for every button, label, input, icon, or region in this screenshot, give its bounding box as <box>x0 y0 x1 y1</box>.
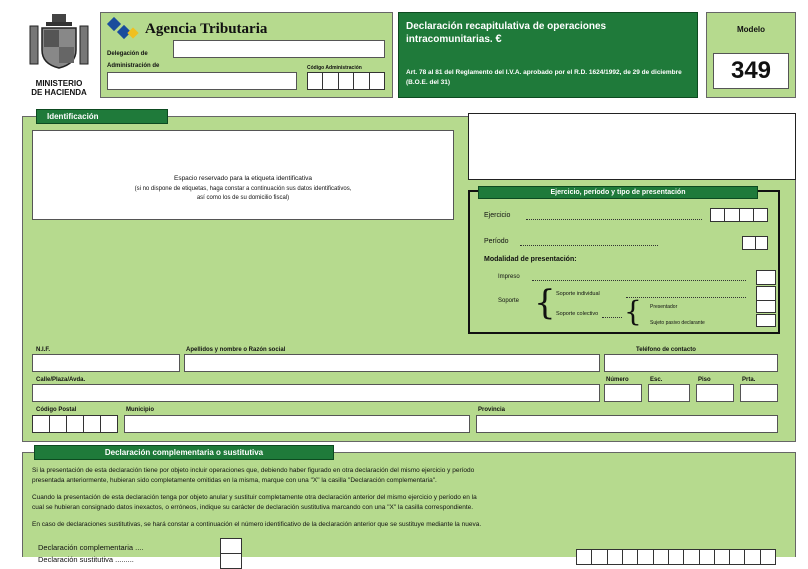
ejercicio-cells[interactable] <box>710 208 768 222</box>
administracion-label: Administración de <box>107 63 160 69</box>
telefono-field[interactable] <box>604 354 778 372</box>
ministry-name-line1: MINISTERIO <box>35 79 83 88</box>
telefono-label: Teléfono de contacto <box>636 347 696 353</box>
declaracion-anterior-cells[interactable] <box>576 549 776 565</box>
municipio-label: Municipio <box>126 407 154 413</box>
complementaria-para3: En caso de declaraciones sustitutivas, se hará constar a continuación el número identificativo de la declaración anterior que se sustituye mediante la nueva. <box>32 521 482 528</box>
colectivo-brace-icon: { <box>624 295 642 328</box>
soporte-colectivo-dots <box>602 317 622 318</box>
presentador-checkbox[interactable] <box>756 300 776 313</box>
impreso-label: Impreso <box>498 274 520 280</box>
cp-cells[interactable] <box>32 415 118 433</box>
apellidos-label: Apellidos y nombre o Razón social <box>186 347 286 353</box>
periodo-label: Período <box>484 238 509 245</box>
numero-label: Número <box>606 377 629 383</box>
soporte-label: Soporte <box>498 298 520 304</box>
numero-field[interactable] <box>604 384 642 402</box>
decl-complementaria-checkbox[interactable] <box>220 538 242 554</box>
prta-field[interactable] <box>740 384 778 402</box>
administracion-field[interactable] <box>107 72 297 90</box>
label-area-text-1: Espacio reservado para la etiqueta identificativa <box>173 175 313 182</box>
decl-complementaria-label: Declaración complementaria .... <box>38 543 144 552</box>
delegacion-field[interactable] <box>173 40 385 58</box>
periodo-dots <box>520 245 658 246</box>
complementaria-para1-line1: Si la presentación de esta declaración tiene por objeto incluir operaciones que, debiendo haber figurado en otra declaración del mismo ejercicio y período <box>32 467 475 474</box>
calle-label: Calle/Plaza/Avda. <box>36 377 86 383</box>
ejercicio-label: Ejercicio <box>484 212 511 219</box>
piso-label: Piso <box>698 377 711 383</box>
impreso-dots <box>532 280 746 281</box>
euro-symbol: € <box>495 33 502 45</box>
provincia-field[interactable] <box>476 415 778 433</box>
reserved-box <box>468 113 796 180</box>
soporte-colectivo-label: Soporte colectivo <box>556 311 599 317</box>
modalidad-label: Modalidad de presentación: <box>484 256 577 263</box>
soporte-individual-checkbox[interactable] <box>756 286 776 301</box>
decl-sustitutiva-checkbox[interactable] <box>220 553 242 569</box>
codigo-admin-cells[interactable] <box>307 72 385 90</box>
agency-logo-icon <box>105 17 143 47</box>
piso-field[interactable] <box>696 384 734 402</box>
agency-header-panel <box>100 12 393 98</box>
esc-label: Esc. <box>650 377 663 383</box>
presentador-label: Presentador <box>650 304 678 310</box>
ministry-name-line2: DE HACIENDA <box>31 88 87 97</box>
soporte-brace-icon: { <box>534 283 556 323</box>
form-title: Declaración recapitulativa de operaciones intracomunitarias. <box>406 21 607 45</box>
sujeto-checkbox[interactable] <box>756 314 776 327</box>
coat-of-arms-icon <box>22 12 96 74</box>
modelo-number <box>713 53 789 89</box>
impreso-checkbox[interactable] <box>756 270 776 285</box>
periodo-cells[interactable] <box>742 236 768 250</box>
modelo-number-text: 349 <box>730 57 772 84</box>
complementaria-para2-line1: Cuando la presentación de esta declaración tenga por objeto anular y sustituir completamente otra declaración anterior del mismo ejercicio y período en la <box>32 494 477 501</box>
form-subtitle: Art. 78 al 81 del Reglamento del I.V.A. aprobado por el R.D. 1624/1992, de 29 de diciembre (B.O.E. del 31) <box>406 69 682 86</box>
codigo-admin-label: Código Administración <box>307 65 362 71</box>
calle-field[interactable] <box>32 384 600 402</box>
sujeto-label: Sujeto pasivo declarante <box>650 320 705 326</box>
identificacion-tab: Identificación <box>36 109 168 124</box>
provincia-label: Provincia <box>478 407 506 413</box>
agency-name: Agencia Tributaria <box>145 21 268 37</box>
complementaria-tab: Declaración complementaria o sustitutiva <box>34 445 334 460</box>
esc-field[interactable] <box>648 384 690 402</box>
modelo-panel <box>706 12 796 98</box>
label-area <box>32 130 454 220</box>
ministry-logo <box>22 12 96 100</box>
complementaria-para2-line2: cual se hubieran consignado datos inexactos, o erróneos, indique su carácter de declaración sustitutiva marcando con una "X" la casilla correspondiente. <box>32 504 474 511</box>
soporte-individual-label: Soporte individual <box>556 291 600 297</box>
nif-label: N.I.F. <box>36 347 51 353</box>
municipio-field[interactable] <box>124 415 470 433</box>
label-area-text-2: (si no dispone de etiquetas, haga constar a continuación sus datos identificativos, <box>134 186 352 192</box>
nif-field[interactable] <box>32 354 180 372</box>
delegacion-label: Delegación de <box>107 51 148 57</box>
soporte-individual-dots <box>626 297 746 298</box>
apellidos-field[interactable] <box>184 354 600 372</box>
prta-label: Prta. <box>742 377 756 383</box>
cp-label: Código Postal <box>36 407 77 413</box>
label-area-text-3: así como los de su domicilio fiscal) <box>196 195 290 201</box>
ejercicio-tab: Ejercicio, período y tipo de presentación <box>478 186 758 199</box>
complementaria-para1-line2: presentada anteriormente, hubieran sido completamente omitidas en la misma, marque con una "X" la casilla "Declaración complementaria". <box>32 477 437 484</box>
decl-sustitutiva-label: Declaración sustitutiva ......... <box>38 555 134 564</box>
ejercicio-dots <box>526 219 702 220</box>
form-title-panel <box>398 12 698 98</box>
modelo-label: Modelo <box>737 25 765 34</box>
